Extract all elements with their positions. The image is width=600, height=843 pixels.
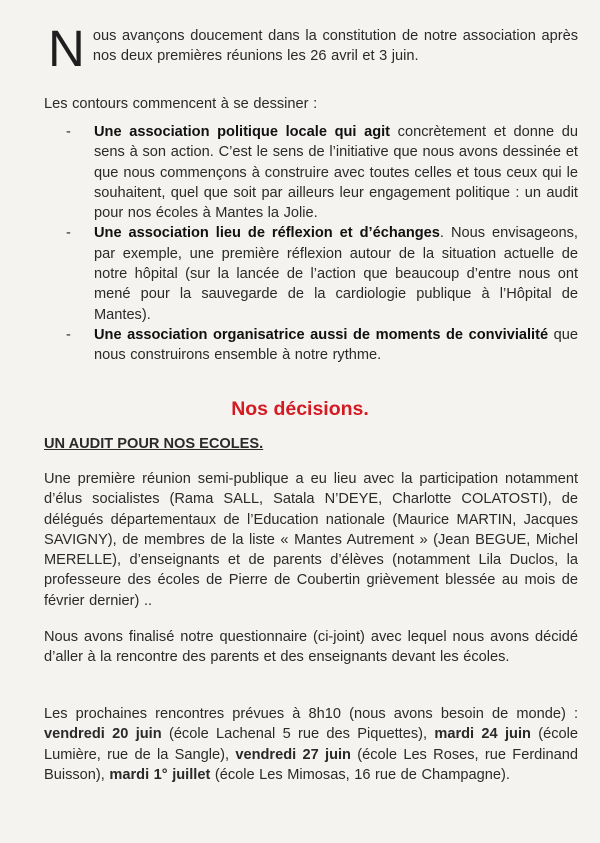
date-2: mardi 24 juin (434, 726, 531, 743)
bullet-text: que nous construirons ensemble à notre rythme. (94, 326, 578, 364)
intro-text: ous avançons doucement dans la constitution de notre association après nos deux premières réunions les 26 avril et 3 juin. (92, 28, 578, 65)
bullet-item-reflexion (94, 223, 578, 324)
decisions-title: Nos décisions. (231, 398, 369, 420)
date-1: vendredi 20 juin (44, 726, 162, 743)
bullet-text: concrètement et donne du sens à son action. C’est le sens de l’initiative que nous avons dessinée et que nous commençons à construire avec toutes celles et tous ceux qui le souhaitent, quel que soit par ailleurs leur engagement politique : un audit pour nos écoles à Mantes la Jolie. (94, 124, 578, 222)
questionnaire-paragraph: Nous avons finalisé notre questionnaire (ci-joint) avec lequel nous avons décidé d’aller à la rencontre des parents et des enseignants devant les écoles. (44, 629, 578, 666)
bullet-bold: Une association lieu de réflexion et d’échanges (94, 225, 440, 242)
date-4: mardi 1° juillet (109, 766, 211, 783)
audit-heading: UN AUDIT POUR NOS ECOLES. (44, 436, 264, 452)
intro-paragraph (44, 20, 578, 77)
contours-line: Les contours commencent à se dessiner : (44, 96, 318, 112)
school-2: (école Lumière, rue de la Sangle), (44, 726, 578, 763)
schedule-paragraph (44, 704, 578, 785)
school-3: (école Les Roses, rue Ferdinand Buisson), (44, 746, 579, 783)
bullet-text: . Nous envisageons, par exemple, une première réflexion autour de la situation actuelle de notre hôpital (sur la lancée de l’action que beaucoup d’entre nous ont mené pour la sauvegarde de la cardiologie publique à l’Hôpital de Mantes). (94, 225, 578, 323)
schedule-intro: Les prochaines rencontres prévues à 8h10 (nous avons besoin de monde) : (44, 706, 578, 722)
date-3: vendredi 27 juin (235, 746, 351, 763)
school-4: (école Les Mimosas, 16 rue de Champagne). (210, 766, 510, 783)
drop-cap: N (48, 20, 85, 77)
bullet-list (94, 122, 578, 366)
meeting-paragraph: Une première réunion semi-publique a eu lieu avec la participation notamment d’élus socialistes (Rama SALL, Satala N’DEYE, Charlotte COLATOSTI), de délégués départementaux de l’Education nationale (Maurice MARTIN, Jacques SAVIGNY), de membres de la liste « Mantes Autrement » (Jean BEGUE, Michel MERELLE), d’enseignants et de parents d’élèves (notamment Lila Duclos, la professeure des écoles de Pierre de Coubertin grièvement blessée au mois de février dernier) .. (44, 471, 578, 609)
school-1: (école Lachenal 5 rue des Piquettes), (161, 726, 435, 743)
bullet-bold: Une association politique locale qui agit (94, 124, 391, 140)
bullet-item-politique (94, 122, 578, 223)
bullet-bold: Une association organisatrice aussi de moments de convivialité (94, 326, 549, 343)
bullet-item-convivialite (94, 325, 578, 366)
